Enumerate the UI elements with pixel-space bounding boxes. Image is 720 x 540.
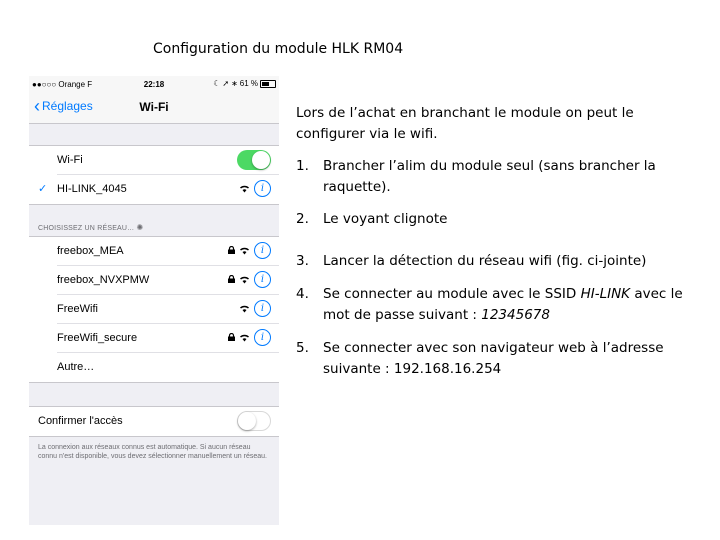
intro-text: Lors de l’achat en branchant le module on peut le configurer via le wifi.: [296, 105, 634, 142]
wifi-signal-icon: [239, 304, 250, 313]
other-label: Autre…: [57, 361, 95, 373]
ask-join-row: [29, 407, 279, 436]
info-icon[interactable]: i: [254, 329, 271, 346]
chevron-left-icon: ‹: [34, 96, 40, 116]
battery-percent: 61 %: [239, 79, 258, 88]
nav-title: Wi-Fi: [139, 100, 169, 114]
info-icon[interactable]: i: [254, 180, 271, 197]
step-1: 1. Brancher l’alim du module seul (sans brancher la raquette).: [296, 158, 656, 195]
section-header: CHOISISSEZ UN RÉSEAU… ✺: [38, 223, 144, 232]
step-2: 2. Le voyant clignote: [296, 211, 448, 227]
checkmark-icon: ✓: [38, 183, 48, 195]
orientation-lock-icon: ☾: [213, 79, 221, 88]
step-3: 3. Lancer la détection du réseau wifi (fig. ci-jointe): [296, 253, 647, 269]
ask-join-label: Confirmer l'accès: [38, 415, 123, 427]
network-row[interactable]: [29, 324, 279, 353]
bluetooth-icon: ∗: [231, 79, 238, 88]
location-icon: ➚: [222, 79, 230, 88]
info-icon[interactable]: i: [254, 271, 271, 288]
wifi-signal-icon: [239, 333, 250, 342]
wifi-signal-icon: [239, 275, 250, 284]
spinner-icon: ✺: [136, 223, 144, 232]
step-5: 5. Se connecter avec son navigateur web à l’adresse suivante : 192.168.16.254: [296, 340, 664, 377]
back-label: Réglages: [42, 99, 93, 113]
wifi-label: Wi-Fi: [57, 154, 83, 166]
network-name: freebox_NVXPMW: [57, 274, 150, 286]
connected-network-row[interactable]: [29, 175, 279, 204]
phone-screenshot: [29, 76, 279, 525]
status-bar: [29, 76, 279, 93]
network-name: FreeWifi: [57, 303, 98, 315]
ask-join-group: [29, 406, 279, 437]
wifi-group: [29, 145, 279, 205]
network-name: HI-LINK_4045: [57, 183, 127, 195]
network-list: [29, 236, 279, 383]
wifi-signal-icon: [239, 246, 250, 255]
info-icon[interactable]: i: [254, 300, 271, 317]
info-icon[interactable]: i: [254, 242, 271, 259]
clock: 22:18: [143, 80, 165, 89]
lock-icon: [228, 274, 235, 286]
network-name: FreeWifi_secure: [57, 332, 138, 344]
ask-join-toggle[interactable]: [237, 411, 271, 431]
wifi-toggle-row: [29, 146, 279, 175]
other-network-row[interactable]: [29, 353, 279, 382]
carrier-label: ●●○○○ Orange F: [32, 80, 93, 89]
ssid-value: HI-LINK: [580, 286, 631, 302]
nav-bar: [29, 93, 279, 124]
network-name: freebox_MEA: [57, 245, 124, 257]
wifi-toggle[interactable]: [237, 150, 271, 170]
footnote: La connexion aux réseaux connus est automatique. Si aucun réseau connu n'est disponible, vous devez sélectionner manuellement un réseau.: [38, 444, 267, 460]
network-row[interactable]: [29, 295, 279, 324]
slide-title: Configuration du module HLK RM04: [153, 41, 404, 57]
network-row[interactable]: [29, 237, 279, 266]
lock-icon: [228, 245, 235, 257]
lock-icon: [228, 332, 235, 344]
network-row[interactable]: [29, 266, 279, 295]
password-value: 12345678: [481, 307, 550, 323]
battery-icon: [260, 80, 276, 88]
step-4: 4. Se connecter au module avec le SSID HI-LINK avec le mot de passe suivant : 12345678: [296, 286, 683, 323]
instructions: [296, 103, 696, 380]
wifi-signal-icon: [239, 184, 250, 193]
